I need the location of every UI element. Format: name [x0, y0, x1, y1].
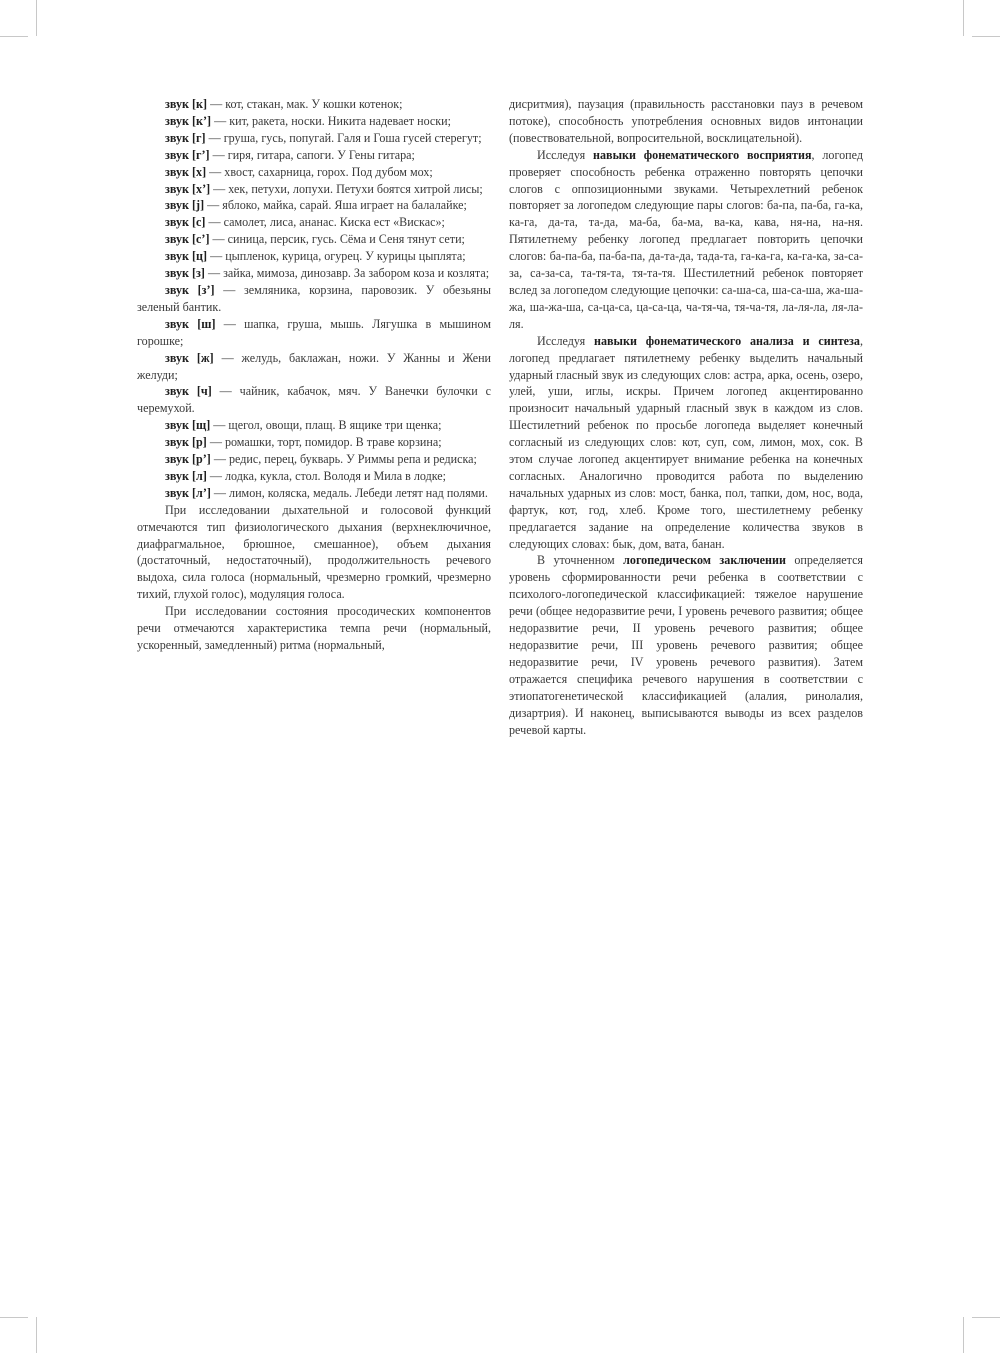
paragraph-prosody: При исследовании состояния просодических компонентов речи отмечаются характеристика темпа речи (нормальный, ускоренный, замедленный) ритма (нормальный,: [137, 604, 491, 652]
sound-label: звук [р’]: [165, 452, 211, 467]
sound-words: — синица, персик, гусь. Сёма и Сеня тянут сети;: [209, 232, 465, 247]
paragraph-analysis: Исследуя навыки фонематического анализа и синтеза, логопед предлагает пятилетнему ребенку выделить начальный ударный гласный звук из следующих слов: астра, арка, осень, озеро, улей, уши, иглы, искры. Причем логопед акцентированно произносит начальный ударный гласный звук в каждом из слов. Шестилетний ребенок по просьбе логопеда выделяет конечный согласный из следующих слов: кот, суп, сом, лимон, мох, сок. В этом случае логопед акцентирует внимание ребенка на конечных согласных. Аналогично проводится работа по выделению начальных ударных из слов: мост, банка, пол, тапки, дом, нос, вода, фартук, кот, год, хлеб. Кроме того, шестилетнему ребенку предлагается задание на определение количества звуков в следующих словах: бык, дом, вата, банан.: [509, 333, 863, 551]
sound-item: [137, 130, 491, 147]
sound-words: — цыпленок, курица, огурец. У курицы цыплята;: [207, 249, 466, 264]
sound-label: звук [ш]: [165, 316, 216, 331]
sound-words: — земляника, корзина, паровозик. У обезьяны зеленый бантик.: [137, 282, 491, 314]
sound-item: [137, 147, 491, 164]
sound-words: — гиря, гитара, сапоги. У Гены гитара;: [209, 147, 415, 162]
sound-words: — чайник, кабачок, мяч. У Ванечки булочки с черемухой.: [137, 384, 491, 416]
sound-words: — лимон, коляска, медаль. Лебеди летят над полями.: [210, 485, 488, 500]
sound-item: [137, 197, 491, 214]
sound-item: [137, 113, 491, 130]
sound-words: — хвост, сахарница, горох. Под дубом мох;: [206, 164, 433, 179]
crop-mark: [963, 0, 964, 36]
sound-words: — кит, ракета, носки. Никита надевает носки;: [211, 113, 452, 128]
sound-label: звук [х]: [165, 164, 207, 179]
left-column: [137, 96, 491, 654]
paragraph-continuation: дисритмия), паузация (правильность расстановки пауз в речевом потоке), способность употребления основных видов интонации (повествовательной, вопросительной, восклицательной).: [509, 97, 863, 145]
sound-words: — груша, гусь, попугай. Галя и Гоша гусей стерегут;: [205, 130, 482, 145]
sound-words: — щегол, овощи, плащ. В ящике три щенка;: [210, 418, 442, 433]
sound-label: звук [ц]: [165, 249, 208, 264]
sound-words: — ромашки, торт, помидор. В траве корзина;: [206, 435, 442, 450]
sound-label: звук [ж]: [165, 350, 214, 365]
sound-item: [137, 316, 491, 350]
paragraph-breathing: При исследовании дыхательной и голосовой функций отмечаются тип физиологического дыхания (верхнеключичное, диафрагмальное, брюшное, смешанное), объем дыхания (достаточный, недостаточный), продолжительность речевого выдоха, сила голоса (нормальный, чрезмерно громкий, чрезмерно тихий, глухой голос), модуляция голоса.: [137, 502, 491, 602]
sound-item: [137, 383, 491, 417]
sound-label: звук [г’]: [165, 147, 210, 162]
right-column: [509, 96, 863, 738]
sound-item: [137, 350, 491, 384]
sound-words: — шапка, груша, мышь. Лягушка в мышином горошке;: [137, 316, 491, 348]
sound-label: звук [к]: [165, 97, 208, 111]
sound-label: звук [р]: [165, 435, 207, 450]
sound-label: звук [з’]: [165, 282, 215, 297]
sound-label: звук [з]: [165, 266, 205, 281]
crop-mark: [972, 36, 1000, 37]
sound-item: [137, 417, 491, 434]
sound-label: звук [j]: [165, 198, 205, 213]
sound-label: звук [л’]: [165, 485, 211, 500]
sound-item: [137, 214, 491, 231]
sound-words: — редис, перец, букварь. У Риммы репа и редиска;: [210, 452, 477, 467]
crop-mark: [0, 36, 28, 37]
crop-mark: [36, 0, 37, 36]
sound-item: [137, 231, 491, 248]
sound-label: звук [щ]: [165, 418, 211, 433]
sound-item: [137, 164, 491, 181]
sound-label: звук [г]: [165, 130, 206, 145]
crop-mark: [963, 1317, 964, 1353]
sound-label: звук [к’]: [165, 113, 212, 128]
sound-item: [137, 265, 491, 282]
crop-mark: [36, 1317, 37, 1353]
sound-item: [137, 181, 491, 198]
sound-words: — хек, петухи, лопухи. Петухи боятся хитрой лисы;: [210, 181, 483, 196]
term-speech-conclusion: логопедическом заключении: [623, 553, 786, 568]
sound-examples-list: [137, 96, 491, 502]
sound-words: — кот, стакан, мак. У кошки котенок;: [207, 97, 403, 111]
sound-item: [137, 282, 491, 316]
sound-words: — лодка, кукла, стол. Володя и Мила в лодке;: [206, 468, 447, 483]
term-phonemic-perception: навыки фонематического восприятия: [593, 147, 812, 162]
sound-words: — яблоко, майка, сарай. Яша играет на балалайке;: [204, 198, 467, 213]
paragraph-conclusion: В уточненном логопедическом заключении определяется уровень сформированности речи ребенка в соответствии с психолого-логопедической классификацией: тяжелое нарушение речи (общее недоразвитие речи, I уровень речевого развития; общее недоразвитие речи, II уровень речевого развития; общее недоразвитие речи, III уровень речевого развития; общее недоразвитие речи, IV уровень речевого развития). Затем отражается специфика речевого нарушения в соответствии с этиопатогенетической классификацией (алалия, ринолалия, дизартрия). И наконец, выписываются выводы из всех разделов речевой карты.: [509, 553, 863, 737]
paragraph-perception: Исследуя навыки фонематического восприятия, логопед проверяет способность ребенка отраженно повторять цепочки слогов с оппозиционными звуками. Четырехлетний ребенок повторяет за логопедом следующие пары слогов: ба-па, па-ба, га-ка, ка-га, да-та, та-да, ма-ба, ба-ма, ва-ка, кава, ня-на, на-ня. Пятилетнему ребенку логопед предлагает повторить цепочки слогов: ба-па-ба, па-ба-па, да-та-да, тада-та, га-ка-га, ка-га-ка, за-са-за, са-за-са, та-тя-та, тя-та-тя. Шестилетний ребенок повторяет вслед за логопедом следующие цепочки: са-ша-са, ша-са-ша, жа-ша-жа, ша-жа-ша, са-ца-са, ца-са-ца, ча-тя-ча, тя-ча-тя, ла-ля-ла, ля-ла-ля.: [509, 147, 864, 331]
sound-words: — зайка, мимоза, динозавр. За забором коза и козлята;: [204, 266, 490, 281]
sound-label: звук [ч]: [165, 384, 212, 399]
sound-item: [137, 96, 491, 113]
sound-words: — самолет, лиса, ананас. Киска ест «Вискас»;: [205, 215, 445, 230]
crop-mark: [972, 1317, 1000, 1318]
sound-label: звук [с’]: [165, 232, 210, 247]
sound-item: [137, 248, 491, 265]
sound-label: звук [с]: [165, 215, 206, 230]
sound-item: [137, 451, 491, 468]
crop-mark: [0, 1317, 28, 1318]
sound-item: [137, 485, 491, 502]
sound-label: звук [х’]: [165, 181, 211, 196]
sound-item: [137, 468, 491, 485]
term-phonemic-analysis: навыки фонематического анализа и синтеза: [594, 333, 860, 348]
sound-words: — желудь, баклажан, ножи. У Жанны и Жени желуди;: [137, 350, 492, 382]
sound-label: звук [л]: [165, 468, 207, 483]
sound-item: [137, 434, 491, 451]
